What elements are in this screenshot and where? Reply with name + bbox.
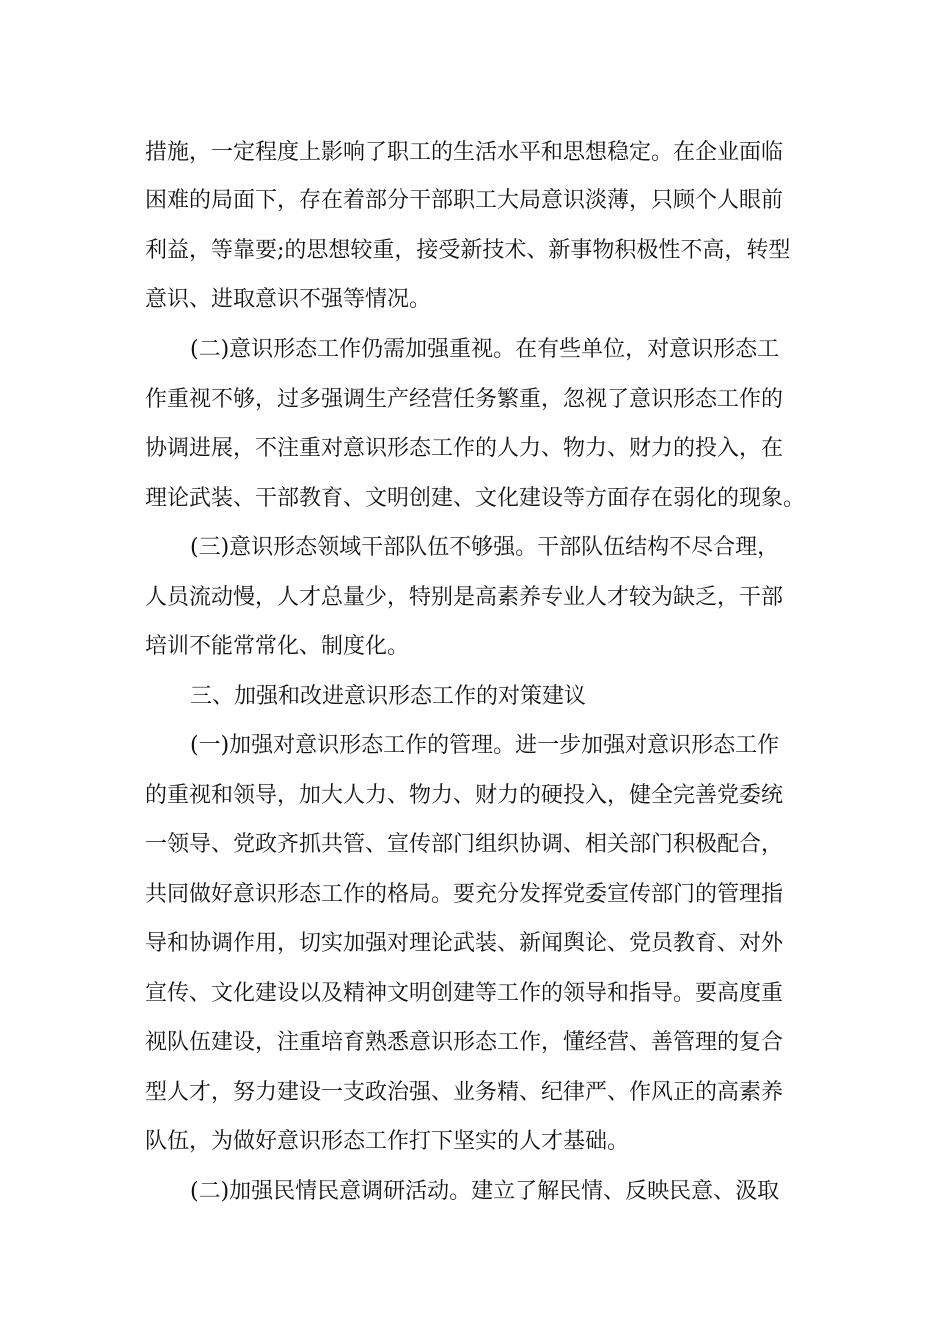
text-line-22: (二)加强民情民意调研活动。建立了解民情、反映民意、汲取 <box>190 1179 780 1204</box>
text-line-14: 的重视和领导，加大人力、物力、财力的硬投入，健全完善党委统 <box>145 783 784 808</box>
text-line-2: 困难的局面下，存在着部分干部职工大局意识淡薄，只顾个人眼前 <box>145 188 784 213</box>
text-line-1: 措施，一定程度上影响了职工的生活水平和思想稳定。在企业面临 <box>145 140 784 165</box>
text-line-4: 意识、进取意识不强等情况。 <box>145 287 432 312</box>
section-heading: 三、加强和改进意识形态工作的对策建议 <box>190 684 587 709</box>
text-line-9: (三)意识形态领域干部队伍不够强。干部队伍结构不尽合理， <box>190 535 780 560</box>
text-line-11: 培训不能常常化、制度化。 <box>145 634 410 659</box>
text-line-21: 队伍，为做好意识形态工作打下坚实的人才基础。 <box>145 1129 630 1154</box>
text-line-8: 理论武装、干部教育、文明创建、文化建设等方面存在弱化的现象。 <box>145 486 806 511</box>
text-line-5: (二)意识形态工作仍需加强重视。在有些单位，对意识形态工 <box>190 337 780 362</box>
text-line-18: 宣传、文化建设以及精神文明创建等工作的领导和指导。要高度重 <box>145 981 784 1006</box>
text-line-17: 导和协调作用，切实加强对理论武装、新闻舆论、党员教育、对外 <box>145 931 784 956</box>
text-line-16: 共同做好意识形态工作的格局。要充分发挥党委宣传部门的管理指 <box>145 882 784 907</box>
text-line-10: 人员流动慢，人才总量少，特别是高素养专业人才较为缺乏，干部 <box>145 585 784 610</box>
text-line-7: 协调进展，不注重对意识形态工作的人力、物力、财力的投入，在 <box>145 436 784 461</box>
text-line-6: 作重视不够，过多强调生产经营任务繁重，忽视了意识形态工作的 <box>145 387 784 412</box>
text-line-13: (一)加强对意识形态工作的管理。进一步加强对意识形态工作 <box>190 733 780 758</box>
text-line-15: 一领导、党政齐抓共管、宣传部门组织协调、相关部门积极配合， <box>145 832 784 857</box>
text-line-3: 利益，等靠要;的思想较重，接受新技术、新事物积极性不高，转型 <box>145 238 791 263</box>
text-line-20: 型人才，努力建设一支政治强、业务精、纪律严、作风正的高素养 <box>145 1080 784 1105</box>
text-line-19: 视队伍建设，注重培育熟悉意识形态工作，懂经营、善管理的复合 <box>145 1030 784 1055</box>
